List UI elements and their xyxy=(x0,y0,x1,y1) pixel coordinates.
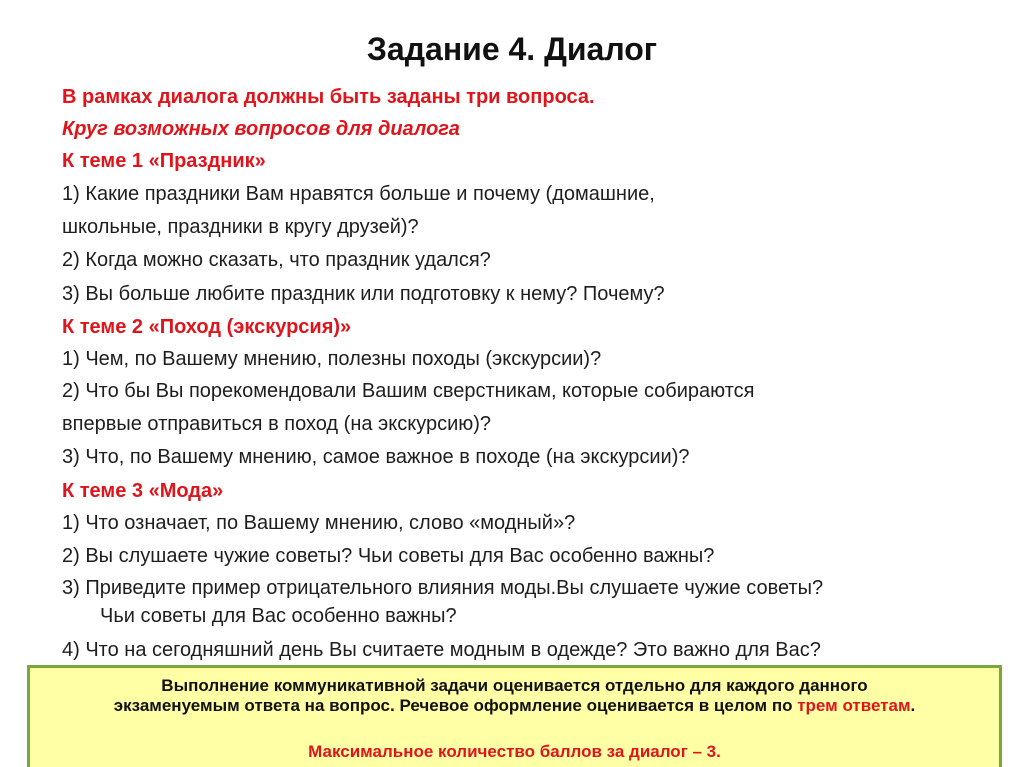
question-line: школьные, праздники в кругу друзей)? xyxy=(62,216,419,238)
page-title: Задание 4. Диалог xyxy=(366,31,658,67)
question-line: 1) Что означает, по Вашему мнению, слово «модный»? xyxy=(62,512,576,534)
question-line: 1) Какие праздники Вам нравятся больше и почему (домашние, xyxy=(62,183,655,205)
question-line: 3) Что, по Вашему мнению, самое важное в походе (на экскурсии)? xyxy=(62,446,690,468)
topic-heading-2: К теме 2 «Поход (экскурсия)» xyxy=(62,316,352,338)
topic-heading-3: К теме 3 «Мода» xyxy=(62,480,224,502)
question-line: впервые отправиться в поход (на экскурсию)? xyxy=(62,413,492,435)
subtitle-text: Круг возможных вопросов для диалога xyxy=(62,118,460,140)
note-line-1: Выполнение коммуникативной задачи оценивается отдельно для каждого данного xyxy=(161,676,868,695)
max-score-text: Максимальное количество баллов за диалог – 3. xyxy=(308,742,721,761)
topic-heading-1: К теме 1 «Праздник» xyxy=(62,150,266,172)
note-line-2 xyxy=(30,696,999,716)
note-line-2-end: . xyxy=(910,696,916,715)
question-line: 4) Что на сегодняшний день Вы считаете модным в одежде? Это важно для Вас? xyxy=(62,639,821,661)
intro-text: В рамках диалога должны быть заданы три вопроса. xyxy=(62,86,595,108)
note-line-2-text: экзаменуемым ответа на вопрос. Речевое оформление оценивается в целом по xyxy=(113,696,798,715)
scoring-note-box xyxy=(27,665,1002,767)
question-line: 2) Когда можно сказать, что праздник удался? xyxy=(62,249,491,271)
note-highlight: трем ответам xyxy=(797,696,911,715)
question-line: 3) Приведите пример отрицательного влияния моды.Вы слушаете чужие советы? xyxy=(62,577,824,599)
question-line: 2) Что бы Вы порекомендовали Вашим сверстникам, которые собираются xyxy=(62,380,755,402)
question-line: Чьи советы для Вас особенно важны? xyxy=(100,605,457,627)
question-line: 2) Вы слушаете чужие советы? Чьи советы для Вас особенно важны? xyxy=(62,545,715,567)
question-line: 1) Чем, по Вашему мнению, полезны походы (экскурсии)? xyxy=(62,348,602,370)
question-line: 3) Вы больше любите праздник или подготовку к нему? Почему? xyxy=(62,283,665,305)
